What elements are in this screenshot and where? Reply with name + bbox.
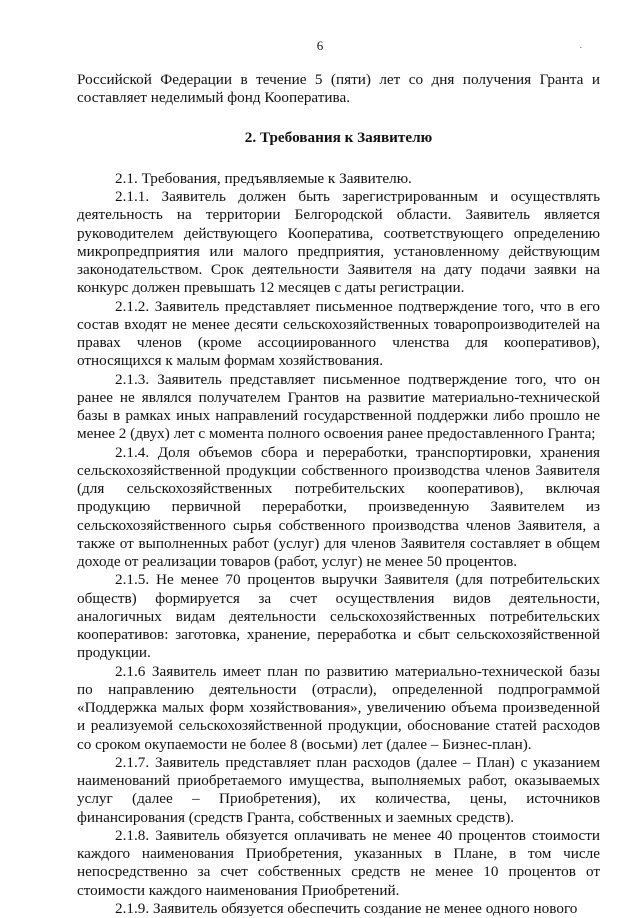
margin-mark: .: [579, 40, 582, 50]
paragraph-2-1-5: 2.1.5. Не менее 70 процентов выручки Заявителя (для потребительских обществ) формируется за счет осуществления видов деятельности, аналогичных видам деятельности сельскохозяйственных потребительских кооперативов: заготовка, хранение, переработка и сбыт сельскохозяйственной продукции.: [77, 571, 600, 662]
paragraph-2-1-6: 2.1.6 Заявитель имеет план по развитию материально-технической базы по направлению деятельности (отрасли), определенной подпрограммой «Поддержка малых форм хозяйствования», увеличению объема произведенной и реализуемой сельскохозяйственной продукции, обоснование статей расходов со сроком окупаемости не более 8 (восьми) лет (далее – Бизнес-план).: [77, 662, 600, 753]
continuation-paragraph: Российской Федерации в течение 5 (пяти) лет со дня получения Гранта и составляет неделимый фонд Кооператива.: [77, 71, 600, 107]
paragraph-2-1: 2.1. Требования, предъявляемые к Заявителю.: [115, 169, 412, 187]
paragraph-2-1-9: 2.1.9. Заявитель обязуется обеспечить создание не менее одного нового: [115, 899, 578, 917]
page-number: 6: [316, 38, 324, 53]
paragraph-2-1-2: 2.1.2. Заявитель представляет письменное подтверждение того, что в его состав входят не менее десяти сельскохозяйственных товаропроизводителей на правах членов (кроме ассоциированного членства для кооперативов), относящихся к малым формам хозяйствования.: [77, 297, 600, 370]
paragraph-2-1-7: 2.1.7. Заявитель представляет план расходов (далее – План) с указанием наименований приобретаемого имущества, выполняемых работ, оказываемых услуг (далее – Приобретения), их количества, цены, источников финансирования (средств Гранта, собственных и заемных средств).: [77, 753, 600, 826]
paragraph-2-1-8: 2.1.8. Заявитель обязуется оплачивать не менее 40 процентов стоимости каждого наименования Приобретения, указанных в Плане, в том числе непосредственно за счет собственных средств не менее 10 процентов от стоимости каждого наименования Приобретений.: [77, 826, 600, 899]
paragraph-2-1-1: 2.1.1. Заявитель должен быть зарегистрированным и осуществлять деятельность на территории Белгородской области. Заявитель является руководителем действующего Кооператива, соответствующего определению микропредприятия или малого предприятия, установленному действующим законодательством. Срок деятельности Заявителя на дату подачи заявки на конкурс должен превышать 12 месяцев с даты регистрации.: [77, 188, 600, 297]
paragraph-2-1-3: 2.1.3. Заявитель представляет письменное подтверждение того, что он ранее не являлся получателем Грантов на развитие материально-технической базы в рамках иных направлений государственной поддержки либо прошло не менее 2 (двух) лет с момента полного освоения ранее предоставленного Гранта;: [77, 370, 600, 443]
paragraph-2-1-4: 2.1.4. Доля объемов сбора и переработки, транспортировки, хранения сельскохозяйственной продукции собственного производства членов Заявителя (для сельскохозяйственных потребительских кооперативов), включая продукцию первичной переработки, произведенную Заявителем из сельскохозяйственного сырья собственного производства членов Заявителя, а также от выполненных работ (услуг) для членов Заявителя составляет в общем доходе от реализации товаров (работ, услуг) не менее 50 процентов.: [77, 443, 600, 570]
document-body: [77, 71, 600, 918]
section-heading: 2. Требования к Заявителю: [244, 128, 433, 146]
